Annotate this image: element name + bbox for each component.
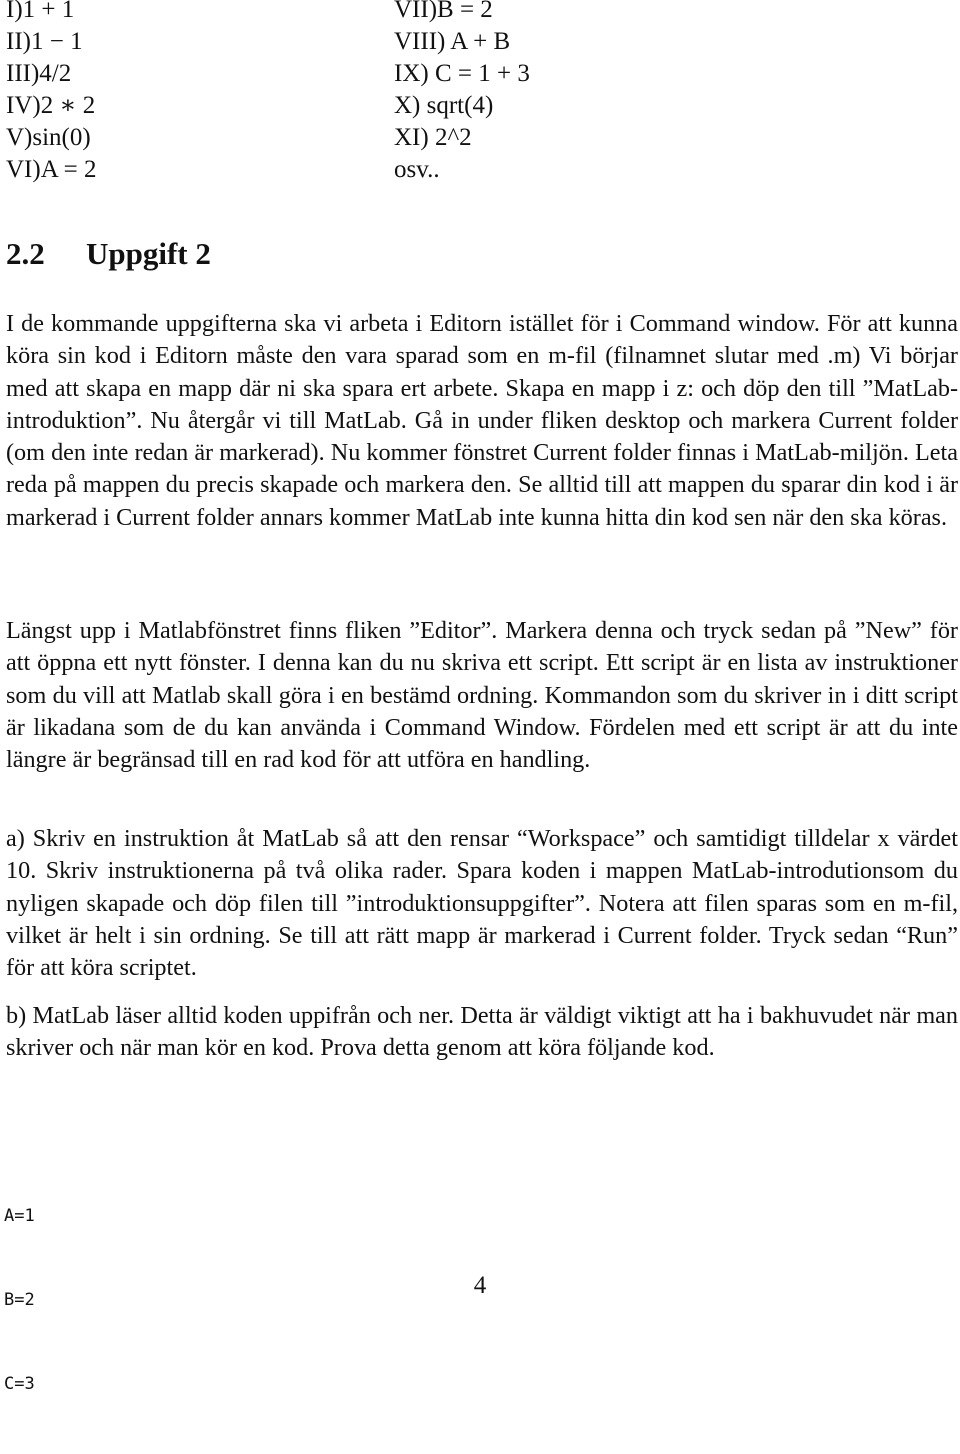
code-line: C=3	[4, 1374, 35, 1394]
section-heading	[6, 234, 211, 274]
exercise-list-left	[6, 0, 96, 186]
section-title: Uppgift 2	[86, 236, 211, 271]
paragraph-task-b: b) MatLab läser alltid koden uppifrån och ner. Detta är väldigt viktigt att ha i bakhuvudet när man skriver och när man kör en kod. Prova detta genom att köra följande kod.	[6, 1002, 958, 1062]
exercise-item: IX) C = 1 + 3	[394, 60, 530, 87]
exercise-item: IV)2 ∗ 2	[6, 92, 96, 119]
paragraph-intro: I de kommande uppgifterna ska vi arbeta i Editorn istället för i Command window. För att kunna köra sin kod i Editorn måste den vara sparad som en m-fil (filnamnet slutar med .m) Vi börjar med att skapa en mapp där ni ska spara ert arbete. Skapa en mapp i z: och döp den till ”MatLab-introduktion”. Nu återgår vi till MatLab. Gå in under fliken desktop och markera Current folder (om den inte redan är markerad). Nu kommer fönstret Current folder finnas i MatLab-miljön. Leta reda på mappen du precis skapade och markera den. Se alltid till att mappen du sparar din kod i är markerad i Current folder annars kommer MatLab inte kunna hitta din kod sen när den ska köras.	[6, 310, 958, 531]
exercise-item: osv..	[394, 156, 440, 183]
section-number: 2.2	[6, 236, 45, 271]
code-line: A=1	[4, 1206, 35, 1226]
exercise-item: XI) 2^2	[394, 124, 472, 151]
exercise-item: VII)B = 2	[394, 0, 493, 23]
exercise-item: VIII) A + B	[394, 28, 511, 55]
exercise-item: III)4/2	[6, 60, 72, 87]
page-number: 4	[473, 1272, 487, 1299]
paragraph-task-a: a) Skriv en instruktion åt MatLab så att den rensar “Workspace” och samtidigt tilldelar x värdet 10. Skriv instruktionerna på två olika rader. Spara koden i mappen MatLab-introdutionsom du nyligen skapade och döp filen till ”introduktionsuppgifter”. Notera att filen sparas som en m-fil, vilket är helt i sin ordning. Se till att rätt mapp är markerad i Current folder. Tryck sedan “Run” för att köra scriptet.	[6, 825, 958, 982]
code-line: B=2	[4, 1290, 35, 1310]
exercise-list-right	[394, 0, 530, 186]
exercise-item: V)sin(0)	[6, 124, 91, 151]
exercise-item: VI)A = 2	[6, 156, 97, 183]
paragraph-editor: Längst upp i Matlabfönstret finns fliken ”Editor”. Markera denna och tryck sedan på ”New” för att öppna ett nytt fönster. I denna kan du nu skriva ett script. Ett script är en lista av instruktioner som du vill att Matlab skall göra i en bestämd ordning. Kommandon som du skriver in i ditt script är likadana som de du kan använda i Command Window. Fördelen med ett script är att du inte längre är begränsad till en rad kod för att utföra en handling.	[6, 617, 958, 774]
exercise-item: II)1 − 1	[6, 28, 83, 55]
exercise-item: X) sqrt(4)	[394, 92, 494, 119]
exercise-item: I)1 + 1	[6, 0, 75, 23]
